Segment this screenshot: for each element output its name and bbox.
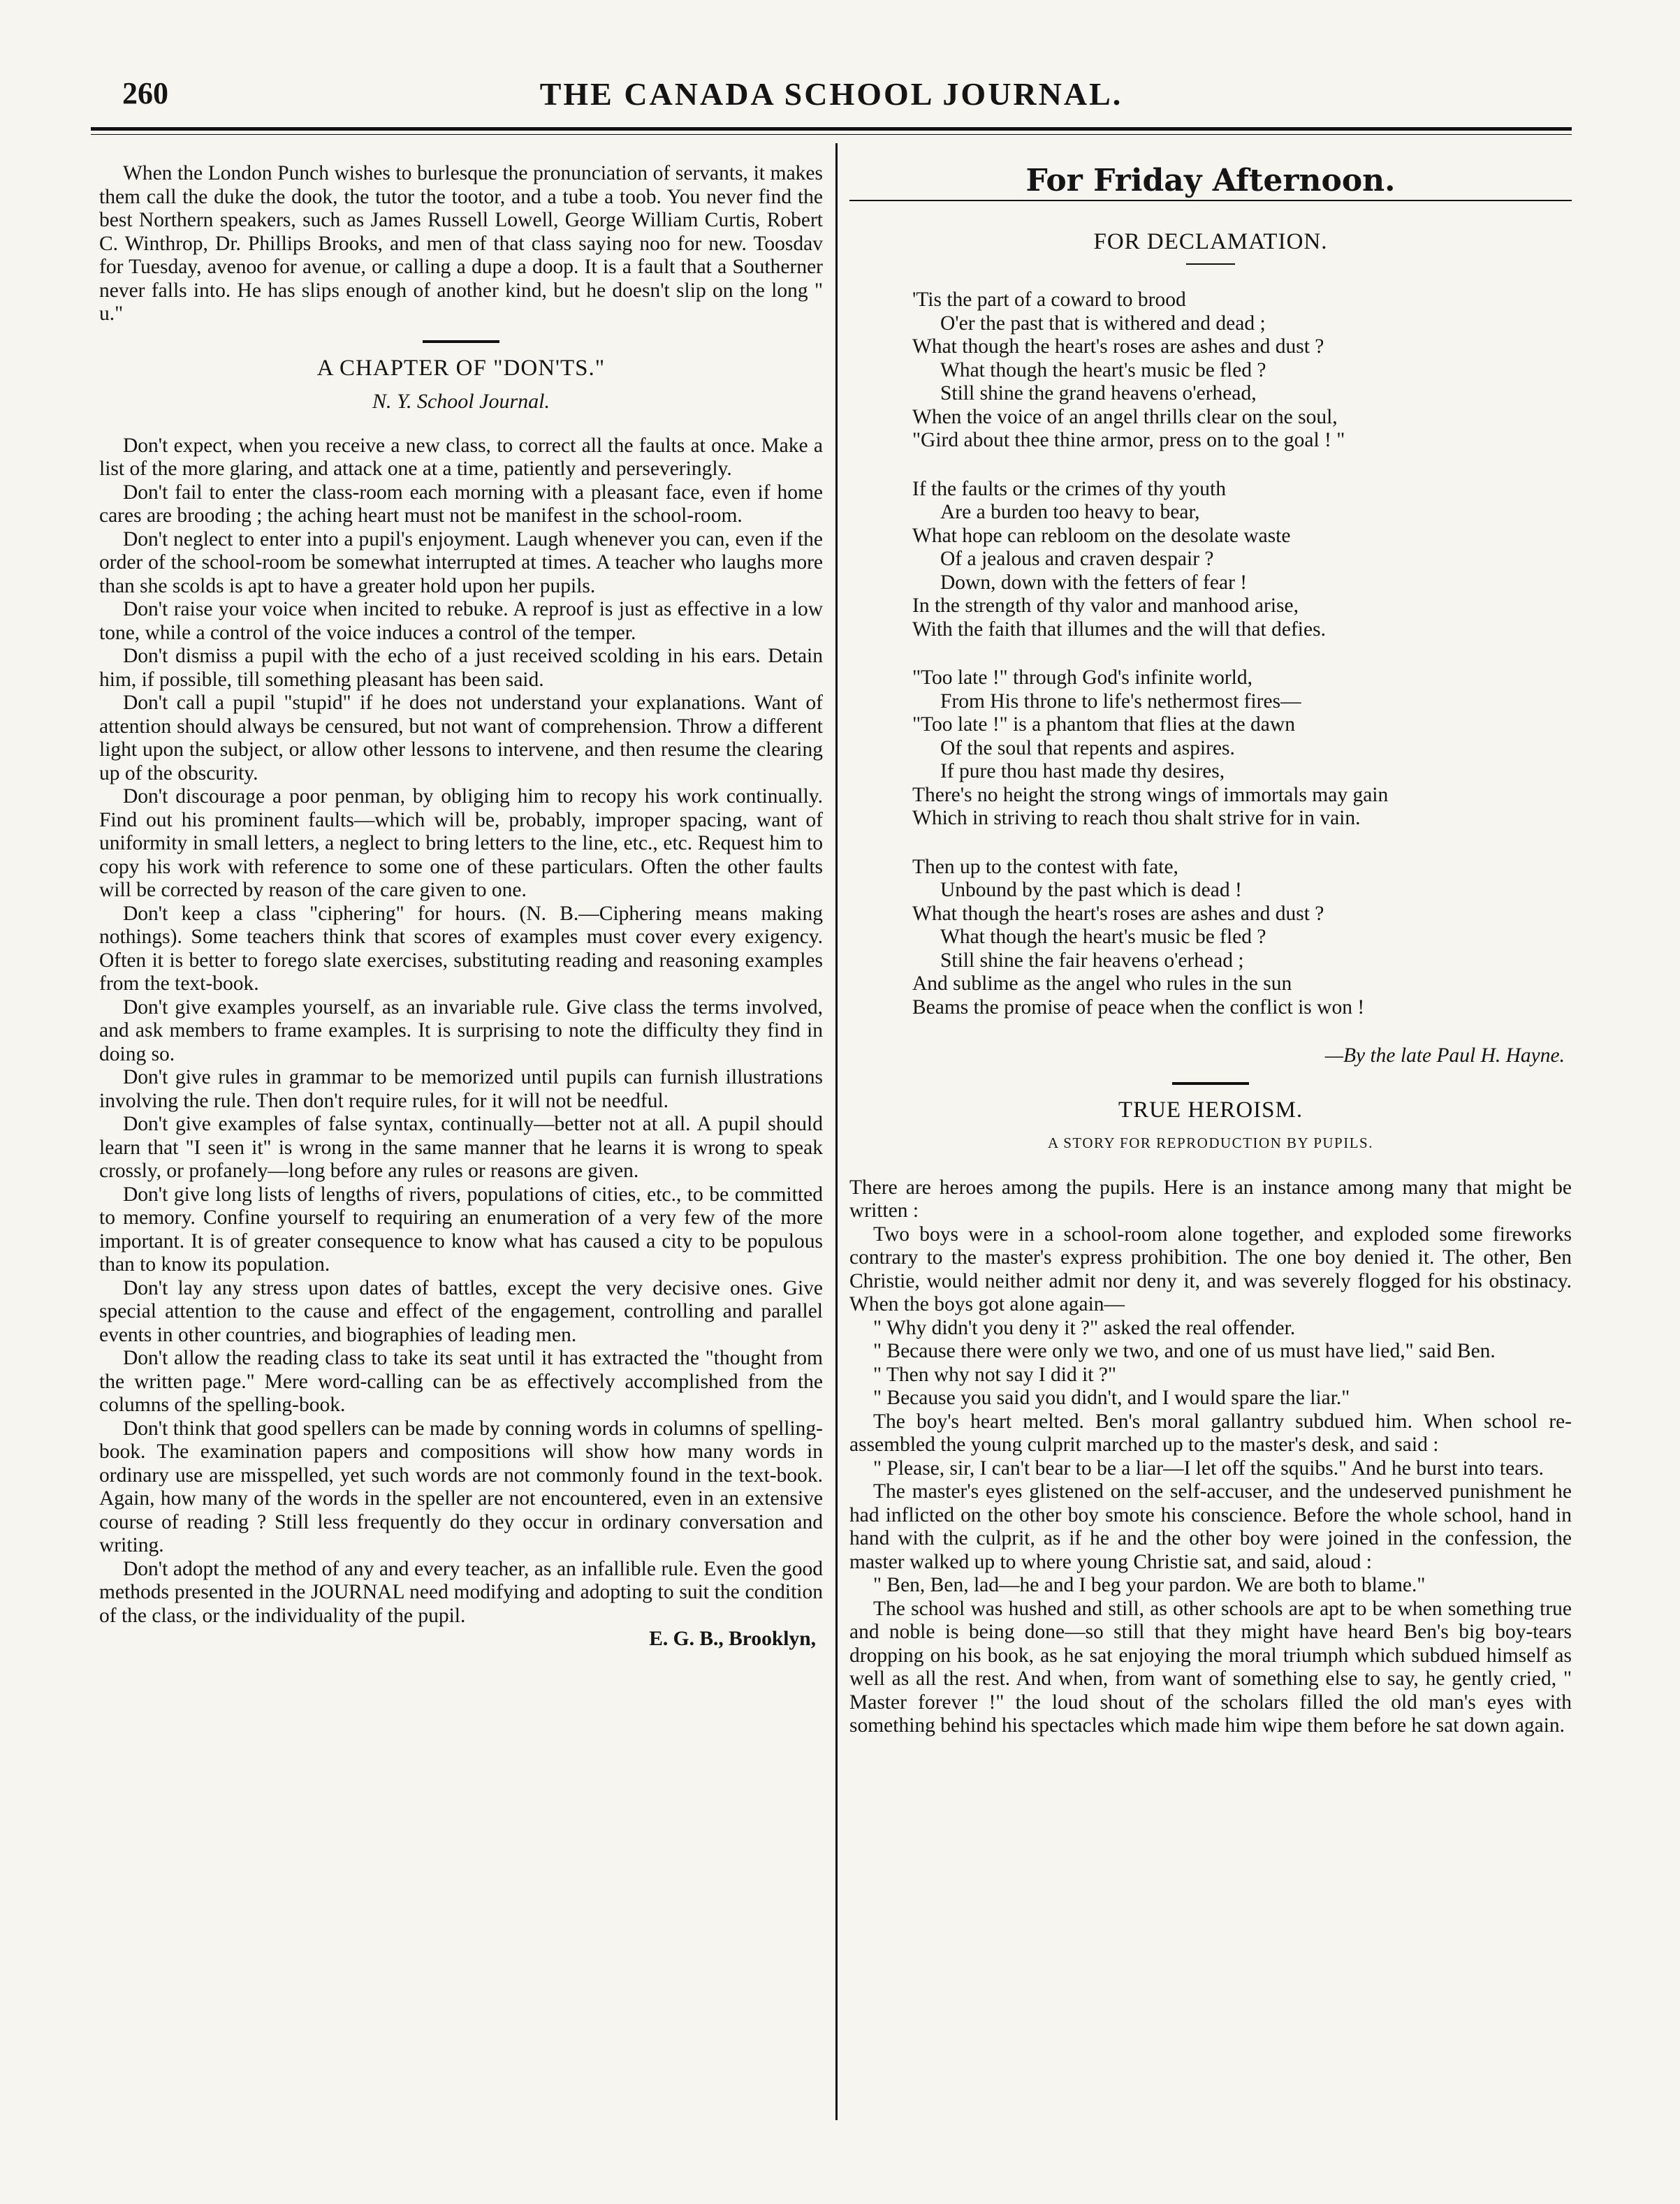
story-paragraph: " Ben, Ben, lad—he and I beg your pardon. We are both to blame." bbox=[873, 1574, 1426, 1596]
intro-paragraph: When the London Punch wishes to burlesque the pronunciation of servants, it makes them call the duke the dook, the tutor the tootor, and a tube a toob. You never find the best Northern speakers, such as James Russell Lowell, George William Curtis, Robert C. Winthrop, Dr. Phillips Brooks, and men of that class saying noo for new. Toosdav for Tuesday, avenoo for avenue, or calling a dupe a doop. It is a fault that a Southerner never falls into. He has slips enough of another kind, but he doesn't slip on the long " u." bbox=[99, 162, 823, 325]
story-paragraph: " Please, sir, I can't bear to be a liar—I let off the squibs." And he burst into tears. bbox=[873, 1457, 1544, 1480]
dont-paragraph: Don't discourage a poor penman, by obliging him to recopy his work continually. Find out his prominent faults—which will be, probably, improper spacing, want of uniformity in small letters, a neglect to bring letters to the line, etc., etc. Request him to copy his work with reference to some one of these particulars. Often the other faults will be corrected by reason of the care given to one. bbox=[99, 785, 823, 901]
poem-line: Are a burden too heavy to bear, bbox=[940, 501, 1200, 523]
story-paragraph: The school was hushed and still, as other schools are apt to be when something true and noble is being done—so still that they might have heard Ben's big boy-tears dropping on his book, as he sat enjoying the moral triumph which subdued himself as well as all the rest. And when, from want of something else to say, he gently cried, " Master forever !" the loud shout of the scholars filled the old man's eyes with something behind his spectacles which made him wipe them before he sat down again. bbox=[849, 1597, 1572, 1737]
poem-line: In the strength of thy valor and manhood arise, bbox=[912, 594, 1299, 617]
story-paragraph: " Because there were only we two, and one of us must have lied," said Ben. bbox=[873, 1340, 1496, 1362]
dont-paragraph: Don't lay any stress upon dates of battles, except the very decisive ones. Give special attention to the cause and effect of the engagement, controlling and parallel events in other countries, and biographies of leading men. bbox=[99, 1276, 823, 1346]
poem-line: Which in striving to reach thou shalt strive for in vain. bbox=[912, 807, 1361, 829]
poem-line: What though the heart's music be fled ? bbox=[940, 926, 1266, 948]
donts-list bbox=[99, 435, 823, 1628]
left-column bbox=[99, 162, 823, 1651]
poem-stanza bbox=[912, 856, 1572, 1020]
header-rule-thin bbox=[91, 134, 1572, 135]
story-title: TRUE HEROISM. bbox=[1118, 1097, 1303, 1123]
dont-paragraph: Don't give long lists of lengths of rivers, populations of cities, etc., to be committed to memory. Confine yourself to requiring an enumeration of a very few of the more important. It is of greater consequence to know what has caused a city to be populous than to know its population. bbox=[99, 1183, 823, 1276]
poem-line: Still shine the fair heavens o'erhead ; bbox=[940, 949, 1244, 972]
poem-stanza bbox=[912, 478, 1572, 642]
page-header bbox=[91, 75, 1572, 117]
poem-line: Then up to the contest with fate, bbox=[912, 855, 1178, 878]
poem-line: What though the heart's music be fled ? bbox=[940, 358, 1266, 381]
dont-paragraph: Don't fail to enter the class-room each morning with a pleasant face, even if home cares are brooding ; the aching heart must not be manifest in the school-room. bbox=[99, 481, 823, 527]
poem-line: What though the heart's roses are ashes and dust ? bbox=[912, 902, 1324, 925]
poem-line: Of a jealous and craven despair ? bbox=[940, 548, 1214, 570]
poem-line: "Too late !" through God's infinite world, bbox=[912, 666, 1252, 689]
poem-line: What though the heart's roses are ashes and dust ? bbox=[912, 335, 1324, 358]
signature: E. G. B., Brooklyn, bbox=[649, 1628, 816, 1650]
poem-line: Unbound by the past which is dead ! bbox=[940, 879, 1242, 901]
signature-line bbox=[99, 1628, 823, 1651]
poem-stanza bbox=[912, 666, 1572, 831]
poem-line: "Too late !" is a phantom that flies at the dawn bbox=[912, 713, 1295, 736]
poem bbox=[912, 289, 1572, 1019]
poem-line: Still shine the grand heavens o'erhead, bbox=[940, 382, 1257, 404]
poem-line: 'Tis the part of a coward to brood bbox=[912, 289, 1186, 311]
dont-paragraph: Don't neglect to enter into a pupil's enjoyment. Laugh whenever you can, even if the order of the school-room be somewhat interrupted at times. A teacher who laughs more than she scolds is apt to have a greater hold upon her pupils. bbox=[99, 527, 823, 597]
dont-paragraph: Don't give rules in grammar to be memorized until pupils can furnish illustrations involving the rule. Then don't require rules, for it will not be needful. bbox=[99, 1066, 823, 1112]
story-paragraph: The boy's heart melted. Ben's moral gallantry subdued him. When school re-assembled the young culprit marched up to the master's desk, and said : bbox=[849, 1410, 1572, 1456]
poem-line: There's no height the strong wings of immortals may gain bbox=[912, 783, 1389, 806]
story-paragraph: " Why didn't you deny it ?" asked the real offender. bbox=[873, 1316, 1296, 1339]
story-body bbox=[849, 1176, 1572, 1738]
story-paragraph: The master's eyes glistened on the self-accuser, and the undeserved punishment he had inflicted on the other boy smote his conscience. Before the whole school, hand in hand with the culprit, as if he and the other boy were joined in the confession, the master walked up to where young Christie sat, and said, aloud : bbox=[849, 1480, 1572, 1573]
poem-line: If the faults or the crimes of thy youth bbox=[912, 477, 1226, 500]
dont-paragraph: Don't think that good spellers can be made by conning words in columns of spelling-book. The examination papers and compositions will show how many words in ordinary use are misspelled, yet such words are not commonly found in the text-book. Again, how many of the words in the speller are not encountered, even in an extensive course of reading ? Still less frequently do they occur in ordinary conversation and writing. bbox=[99, 1417, 823, 1556]
poem-line: Beams the promise of peace when the conflict is won ! bbox=[912, 995, 1365, 1019]
page-number: 260 bbox=[122, 76, 168, 110]
story-paragraph: Two boys were in a school-room alone together, and exploded some fireworks contrary to the master's express prohibition. The one boy denied it. The other, Ben Christie, would neither admit nor deny it, and was severely flogged for his obstinacy. When the boys got alone again— bbox=[849, 1223, 1572, 1315]
dont-paragraph: Don't allow the reading class to take its seat until it has extracted the "thought from the written page." Mere word-calling can be as effectively accomplished from the columns of the spelling-book. bbox=[99, 1347, 823, 1416]
poem-stanza bbox=[912, 289, 1572, 453]
poem-line: Of the soul that repents and aspires. bbox=[940, 736, 1235, 759]
dont-paragraph: Don't raise your voice when incited to rebuke. A reproof is just as effective in a low tone, while a control of the voice induces a control of the temper. bbox=[99, 598, 823, 644]
poem-attribution: —By the late Paul H. Hayne. bbox=[1324, 1044, 1565, 1067]
section-title: For Friday Afternoon. bbox=[1025, 163, 1396, 198]
header-rule bbox=[91, 127, 1572, 131]
poem-line: Down, down with the fetters of fear ! bbox=[940, 571, 1248, 594]
dont-paragraph: Don't call a pupil "stupid" if he does not understand your explanations. Want of attention should always be censured, but not want of comprehension. Throw a different light upon the subject, or allow other lessons to intervene, and then resume the clearing up of the obscurity. bbox=[99, 692, 823, 784]
chapter-title: A CHAPTER OF "DON'TS." bbox=[316, 355, 606, 381]
section-divider bbox=[423, 340, 499, 343]
poem-line: What hope can rebloom on the desolate waste bbox=[912, 524, 1291, 547]
dont-paragraph: Don't give examples of false syntax, continually—better not at all. A pupil should learn that "I seen it" is wrong in the same manner that he learns it is wrong to speak crossly, or profanely—long before any rules or reasons are given. bbox=[99, 1113, 823, 1182]
poem-line: From His throne to life's nethermost fires— bbox=[940, 689, 1301, 713]
poem-line: With the faith that illumes and the will that defies. bbox=[912, 618, 1326, 641]
dont-paragraph: Don't give examples yourself, as an invariable rule. Give class the terms involved, and ask members to frame examples. It is surprising to note the difficulty they find in doing so. bbox=[99, 995, 823, 1065]
dont-paragraph: Don't expect, when you receive a new class, to correct all the faults at once. Make a list of the more glaring, and attack one at a time, patiently and perseveringly. bbox=[99, 434, 823, 480]
dont-paragraph: Don't adopt the method of any and every teacher, as an infallible rule. Even the good methods presented in the JOURNAL need modifying and adopting to suit the condition of the class, or the individuality of the pupil. bbox=[99, 1557, 823, 1627]
poem-line: And sublime as the angel who rules in the sun bbox=[912, 972, 1292, 995]
story-paragraph: " Because you said you didn't, and I would spare the liar." bbox=[873, 1387, 1350, 1409]
story-paragraph: There are heroes among the pupils. Here is an instance among many that might be written : bbox=[849, 1176, 1572, 1222]
story-subtitle: A STORY FOR REPRODUCTION BY PUPILS. bbox=[1048, 1134, 1373, 1151]
journal-title: THE CANADA SCHOOL JOURNAL. bbox=[539, 76, 1123, 112]
poem-line: If pure thou hast made thy desires, bbox=[940, 760, 1225, 782]
column-divider bbox=[835, 143, 838, 2120]
declamation-title: FOR DECLAMATION. bbox=[1093, 228, 1328, 254]
section-title-rule bbox=[849, 200, 1572, 201]
poem-line: O'er the past that is withered and dead ; bbox=[940, 312, 1266, 335]
chapter-source: N. Y. School Journal. bbox=[372, 390, 550, 413]
poem-line: "Gird about thee thine armor, press on to the goal ! " bbox=[912, 429, 1345, 451]
right-column bbox=[849, 162, 1572, 1738]
poem-line: When the voice of an angel thrills clear on the soul, bbox=[912, 405, 1338, 428]
story-divider bbox=[1172, 1082, 1249, 1085]
dont-paragraph: Don't dismiss a pupil with the echo of a just received scolding in his ears. Detain him, if possible, till something pleasant has been said. bbox=[99, 645, 823, 691]
declamation-divider bbox=[1186, 263, 1235, 265]
story-paragraph: " Then why not say I did it ?" bbox=[873, 1363, 1116, 1386]
dont-paragraph: Don't keep a class "ciphering" for hours. (N. B.—Ciphering means making nothings). Some teachers think that scores of examples must cover every exigency. Often it is better to forego slate exercises, substituting reading and reasoning examples from the text-book. bbox=[99, 902, 823, 995]
